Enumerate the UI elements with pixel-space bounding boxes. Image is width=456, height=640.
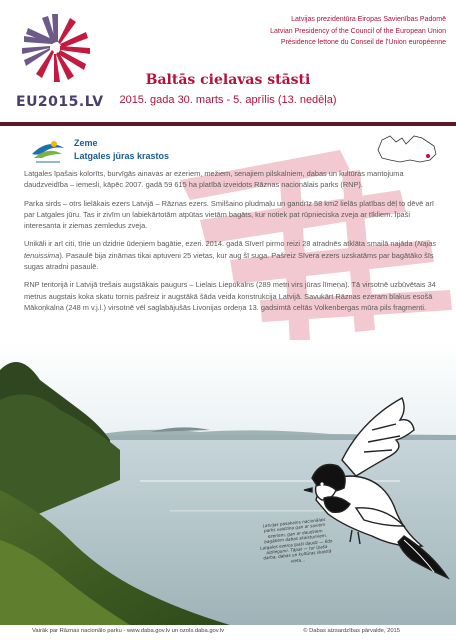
- presidency-line-fr: Présidence lettone du Conseil de l'Union européenne: [280, 39, 446, 46]
- latvia-map-icon: [376, 130, 438, 166]
- paragraph-4: RNP teritorijā ir Latvijā trešais augstākais paugurs – Lielais Liepukalns (289 metri virs jūras līmeņa). Tā virsotnē uzbūvētais 34 metrus augstais koka skatu tornis pašreiz ir augstākā šāda veida konstrukcija Latvijā. Savukārt Rāznas ezeram blakus esošā Mākoņkalna (248 m v.j.l.) virsotnē vēl saglabājušās Livonijas ordeņa 13. gadsimtā celtās Volkenbergas mūra pils fragmenti.: [24, 280, 436, 312]
- section-place: Latgales jūras krastos: [74, 151, 170, 161]
- paragraph-3-end: ). Pasaulē bija zināmas tikai aptuveni 25 vietas, kur aug šī suga. Pašreiz Sīvera ezers uzskatāms par bagātāko šīs sugas atradni pasaulē.: [24, 250, 434, 272]
- header-divider: [0, 122, 456, 126]
- bird-caption: Latvijas pasakains nacionālais parks vaidzina gan ar saviem ezeriem, gan ar daudziem bagātiem dabas skaistumiem. Latgales ezeros īpaši daudz — ēdo aizliegumi. Tāpat — tur īpaša darba, dabas un kultūras skaistā vieta…: [259, 516, 333, 564]
- page-subtitle: 2015. gada 30. marts - 5. aprīlis (13. nedēļa): [119, 94, 337, 106]
- footer-copyright: © Dabas aizsardzības pārvalde, 2015: [303, 628, 400, 634]
- paragraph-2: Parka sirds – otrs lielākais ezers Latvijā – Rāznas ezers. Smilšaino pludmaļu un gandrīz 58 km2 lielās platības dēļ to dēvē arī par Latgales jūru. Tas ir zivīm un labiekārtotām atpūtas vietām bagāts, kur notiek pat rūpnieciska zveja ar tīkliem. Īpaši interesanta ir ziemas zemledus zveja.: [24, 198, 434, 231]
- logo-text: EU2015.LV: [16, 94, 104, 110]
- species-name: Najas tenuissima: [24, 239, 437, 260]
- section-category: Zeme: [74, 138, 98, 148]
- paragraph-1: Latgales īpašais kolorīts, burvīgās ainavas ar ezeriem, mežiem, senajiem pilskalniem, dabas un kultūras mantojuma daudzveidība – iemesli, kāpēc 2007. gadā 59 615 ha platībā izveidots Rāznas nacionālais parks (RNP).: [24, 169, 404, 190]
- nature-protection-logo-icon: [30, 136, 66, 164]
- presidency-text: [270, 14, 446, 49]
- article-body: [24, 168, 442, 320]
- paragraph-3: [24, 238, 442, 272]
- presidency-line-en: Latvian Presidency of the Council of the European Union: [270, 27, 446, 35]
- paragraph-3-start: Unikāli ir arī citi, tīrie un dzidrie ūdeņiem bagātie, ezeri. 2014. gadā Sīverī pirmo reizi 28 atradnēs atklāta smailā najāda (: [24, 239, 418, 249]
- page-title: Baltās cielavas stāsti: [145, 72, 311, 88]
- footer-more-info: Vairāk par Rāznas nacionālo parku - www.daba.gov.lv un ozols.daba.gov.lv: [32, 628, 225, 634]
- presidency-line-lv: Latvijas prezidentūra Eiropas Savienības Padomē: [291, 16, 446, 23]
- footer: [0, 625, 456, 640]
